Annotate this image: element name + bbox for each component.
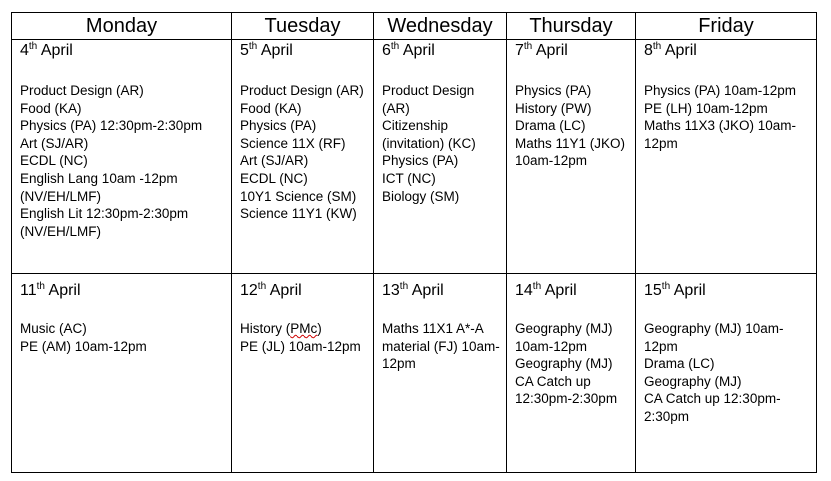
exam-entry: Science 11X (RF) <box>240 135 346 151</box>
exam-entry: PE (LH) 10am-12pm <box>644 100 768 116</box>
date-suffix: th <box>399 281 409 292</box>
week-row <box>12 40 817 274</box>
date-month: April <box>48 282 81 299</box>
day-cell <box>636 40 817 274</box>
exam-entry: PE (AM) 10am-12pm <box>20 338 147 354</box>
day-cell <box>12 40 232 274</box>
exam-list <box>644 320 810 426</box>
day-header-row <box>12 13 817 40</box>
date-number: 12 <box>240 282 258 299</box>
day-header: Thursday <box>507 13 636 40</box>
exam-list <box>20 320 225 355</box>
date-suffix: th <box>248 41 258 52</box>
date-label <box>240 282 367 300</box>
date-label <box>515 282 629 300</box>
day-header: Wednesday <box>374 13 507 40</box>
exam-entry: ICT (NC) <box>382 170 436 186</box>
date-number: 15 <box>644 282 662 299</box>
date-suffix: th <box>661 281 671 292</box>
exam-entry: Geography (MJ) 10am-12pm <box>515 321 613 354</box>
day-cell <box>374 274 507 473</box>
date-number: 13 <box>382 282 400 299</box>
exam-entry: Product Design (AR) <box>20 83 144 98</box>
exam-entry: History (PW) <box>515 100 592 116</box>
date-number: 7 <box>515 42 524 59</box>
exam-entry: Science 11Y1 (KW) <box>240 206 357 222</box>
date-label <box>240 42 367 60</box>
date-month: April <box>40 42 73 59</box>
exam-list <box>240 82 367 223</box>
exam-list <box>515 82 629 170</box>
exam-entry: Physics (PA) 12:30pm-2:30pm <box>20 118 203 134</box>
date-suffix: th <box>257 281 267 292</box>
exam-entry: Drama (LC) <box>644 356 715 372</box>
date-suffix: th <box>532 281 542 292</box>
date-number: 14 <box>515 282 533 299</box>
exam-list <box>20 82 225 240</box>
day-header: Monday <box>12 13 232 40</box>
date-month: April <box>544 282 577 299</box>
day-cell <box>12 274 232 473</box>
date-number: 4 <box>20 42 29 59</box>
exam-entry: Geography (MJ) <box>644 373 742 389</box>
day-cell <box>232 274 374 473</box>
exam-list <box>240 320 367 355</box>
exam-entry: Product Design (AR) <box>240 83 364 98</box>
exam-entry: ECDL (NC) <box>20 153 88 169</box>
exam-entry: Maths 11X3 (JKO) 10am-12pm <box>644 118 797 151</box>
exam-entry: Product Design (AR) <box>382 83 475 116</box>
date-label <box>644 282 810 300</box>
week-row <box>12 274 817 473</box>
day-header: Tuesday <box>232 13 374 40</box>
exam-entry: 10Y1 Science (SM) <box>240 188 357 204</box>
exam-entry: Physics (PA) <box>382 153 459 169</box>
date-month: April <box>411 282 444 299</box>
revision-timetable <box>11 12 817 473</box>
date-label <box>20 282 225 300</box>
exam-entry: ECDL (NC) <box>240 170 308 186</box>
spelling-underline: PMc <box>290 321 318 336</box>
exam-entry: Food (KA) <box>240 100 302 116</box>
exam-entry: Maths 11Y1 (JKO) 10am-12pm <box>515 135 626 169</box>
day-header: Friday <box>636 13 817 40</box>
date-month: April <box>535 42 568 59</box>
date-suffix: th <box>523 41 533 52</box>
exam-entry: Physics (PA) <box>240 118 317 134</box>
exam-list <box>382 320 500 373</box>
exam-list <box>382 82 500 205</box>
exam-entry: PE (JL) 10am-12pm <box>240 338 361 354</box>
date-month: April <box>673 282 706 299</box>
exam-entry: Drama (LC) <box>515 118 586 134</box>
exam-entry: Maths 11X1 A*-A material (FJ) 10am-12pm <box>382 321 500 372</box>
exam-list <box>515 320 629 408</box>
exam-entry: Physics (PA) 10am-12pm <box>644 83 797 98</box>
date-month: April <box>664 42 697 59</box>
date-suffix: th <box>36 281 45 292</box>
date-label <box>644 42 810 60</box>
exam-entry: Art (SJ/AR) <box>240 153 309 169</box>
exam-entry: English Lang 10am -12pm (NV/EH/LMF) <box>20 170 178 204</box>
date-number: 5 <box>240 42 249 59</box>
exam-entry: Physics (PA) <box>515 83 592 98</box>
exam-entry: Music (AC) <box>20 321 87 336</box>
day-cell <box>374 40 507 274</box>
date-label <box>515 42 629 60</box>
exam-entry: Geography (MJ) <box>515 356 613 372</box>
exam-entry: Citizenship (invitation) (KC) <box>382 118 476 151</box>
exam-entry: CA Catch up 12:30pm-2:30pm <box>644 391 781 424</box>
date-number: 8 <box>644 42 653 59</box>
exam-entry: Art (SJ/AR) <box>20 135 89 151</box>
exam-entry: English Lit 12:30pm-2:30pm (NV/EH/LMF) <box>20 206 189 239</box>
exam-entry: History (PMc) <box>240 321 322 336</box>
date-suffix: th <box>652 41 662 52</box>
date-suffix: th <box>28 41 38 52</box>
exam-entry: Geography (MJ) 10am-12pm <box>644 321 784 354</box>
date-label <box>20 42 225 60</box>
date-month: April <box>269 282 302 299</box>
date-label <box>382 282 500 300</box>
day-cell <box>232 40 374 274</box>
exam-list <box>644 82 810 152</box>
day-cell <box>507 274 636 473</box>
exam-entry: Food (KA) <box>20 100 82 116</box>
exam-entry: CA Catch up 12:30pm-2:30pm <box>515 373 618 407</box>
date-label <box>382 42 500 60</box>
exam-entry: Biology (SM) <box>382 188 460 204</box>
day-cell <box>507 40 636 274</box>
day-cell <box>636 274 817 473</box>
date-suffix: th <box>390 41 400 52</box>
date-month: April <box>402 42 435 59</box>
date-number: 11 <box>20 282 37 299</box>
date-month: April <box>260 42 293 59</box>
date-number: 6 <box>382 42 391 59</box>
